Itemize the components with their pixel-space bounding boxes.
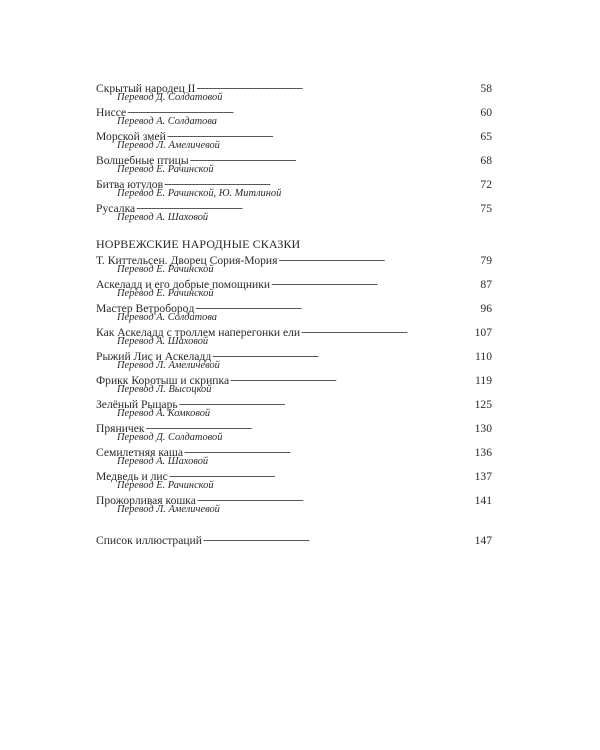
toc-entry-translator: Перевод Е. Рачинской <box>117 288 214 299</box>
dot-leader <box>136 199 479 212</box>
toc-entry[interactable] <box>96 467 492 491</box>
toc-entry-title: Прожорливая кошка <box>96 494 196 507</box>
toc-entry-line <box>96 531 492 547</box>
toc-entry-line <box>96 395 492 411</box>
toc-entry-title: Как Аскеладд с троллем наперегонки ели <box>96 326 301 339</box>
dot-leader <box>179 395 474 408</box>
toc-entry-title: Пряничек <box>96 422 145 435</box>
toc-entry[interactable] <box>96 419 492 443</box>
toc-entry-title: Аскеладд и его добрые помощники <box>96 278 271 291</box>
toc-entry-translator: Перевод Л. Высоцкой <box>117 384 212 395</box>
toc-entry-page: 68 <box>480 154 492 167</box>
toc-entry-title: Зелёный Рыцарь <box>96 398 178 411</box>
dot-leader <box>212 347 474 360</box>
toc-entry-title: Мастер Ветроборoд <box>96 302 195 315</box>
toc-entry-line <box>96 419 492 435</box>
toc-entry[interactable] <box>96 127 492 151</box>
dot-leader <box>196 79 479 92</box>
toc-entry-translator: Перевод А. Солдатова <box>117 312 218 323</box>
toc-entry-line <box>96 491 492 507</box>
toc-entry-translator: Перевод Е. Рачинской, Ю. Митлиной <box>117 188 282 199</box>
toc-entry-page: 107 <box>474 326 492 339</box>
toc-entry[interactable] <box>96 103 492 127</box>
dot-leader <box>164 175 479 188</box>
toc-entry[interactable] <box>96 395 492 419</box>
spacer <box>96 515 492 531</box>
dot-leader <box>146 419 474 432</box>
toc-entry-page: 119 <box>475 374 492 387</box>
toc-entry-page: 110 <box>475 350 492 363</box>
toc-entry-page: 136 <box>474 446 492 459</box>
toc-entry-translator: Перевод А. Шаховой <box>117 212 209 223</box>
toc-entry-page: 147 <box>474 534 492 547</box>
toc-entry[interactable] <box>96 491 492 515</box>
toc-entry-title: Ниссе <box>96 106 127 119</box>
toc-entry-title: Семилетняя каша <box>96 446 184 459</box>
toc-entry-title: Морской змей <box>96 130 166 143</box>
toc-entry-line <box>96 103 492 119</box>
toc-entry[interactable] <box>96 275 492 299</box>
toc-entry-page: 79 <box>480 254 492 267</box>
toc-entry-translator: Перевод Л. Амеличевой <box>117 140 220 151</box>
toc-entry-translator: Перевод Д. Солдатовой <box>117 92 223 103</box>
toc-entry[interactable] <box>96 151 492 175</box>
table-of-contents <box>96 79 492 547</box>
toc-entry-page: 87 <box>480 278 492 291</box>
toc-entry-title: Битва ютулов <box>96 178 164 191</box>
toc-entry-page: 141 <box>474 494 492 507</box>
dot-leader <box>301 323 474 336</box>
toc-entry-page: 75 <box>480 202 492 215</box>
toc-entry-title: Волшебные птицы <box>96 154 189 167</box>
dot-leader <box>278 251 479 264</box>
toc-entry-translator: Перевод Л. Амеличевой <box>117 504 220 515</box>
toc-entry-page: 125 <box>474 398 492 411</box>
toc-entry-title: Русалка <box>96 202 136 215</box>
dot-leader <box>184 443 474 456</box>
toc-entry-line <box>96 443 492 459</box>
toc-entry[interactable] <box>96 175 492 199</box>
dot-leader <box>203 531 474 544</box>
dot-leader <box>190 151 480 164</box>
toc-entry-translator: Перевод А. Комковой <box>117 408 211 419</box>
toc-entry-line <box>96 79 492 95</box>
dot-leader <box>230 371 474 384</box>
toc-entry-translator: Перевод А. Шаховой <box>117 456 209 467</box>
toc-entry-translator: Перевод Д. Солдатовой <box>117 432 223 443</box>
toc-entry-title: Медведь и лис <box>96 470 168 483</box>
toc-entry-page: 96 <box>480 302 492 315</box>
toc-entry-line <box>96 275 492 291</box>
toc-entry-page: 137 <box>474 470 492 483</box>
toc-entry-line <box>96 299 492 315</box>
toc-entry[interactable] <box>96 251 492 275</box>
toc-entry[interactable] <box>96 199 492 223</box>
toc-entry-title: Рыжий Лис и Аскеладд <box>96 350 212 363</box>
toc-entry-title: Т. Киттельсен. Дворец Сория-Мория <box>96 254 278 267</box>
toc-entry-title: Фрикк Коротыш и скрипка <box>96 374 230 387</box>
toc-entry-line <box>96 467 492 483</box>
dot-leader <box>127 103 479 116</box>
toc-entry-line <box>96 371 492 387</box>
toc-entry[interactable] <box>96 371 492 395</box>
toc-entry-line <box>96 127 492 143</box>
dot-leader <box>197 491 474 504</box>
toc-entry-page: 72 <box>480 178 492 191</box>
dot-leader <box>169 467 474 480</box>
toc-entry[interactable] <box>96 443 492 467</box>
toc-entry-translator: Перевод Е. Рачинской <box>117 164 214 175</box>
toc-entry-illustrations[interactable] <box>96 531 492 547</box>
toc-entry-page: 58 <box>480 82 492 95</box>
toc-entry-title: Список иллюстраций <box>96 534 202 547</box>
toc-entry-page: 130 <box>474 422 492 435</box>
toc-entry-translator: Перевод Е. Рачинской <box>117 264 214 275</box>
toc-entry-line <box>96 323 492 339</box>
toc-entry[interactable] <box>96 79 492 103</box>
toc-entry-line <box>96 199 492 215</box>
toc-entry-line <box>96 151 492 167</box>
toc-entry-translator: Перевод А. Шаховой <box>117 336 209 347</box>
toc-entry-translator: Перевод Е. Рачинской <box>117 480 214 491</box>
dot-leader <box>271 275 479 288</box>
toc-entry-line <box>96 175 492 191</box>
toc-entry[interactable] <box>96 347 492 371</box>
toc-entry-translator: Перевод Л. Амеличевой <box>117 360 220 371</box>
section-heading: НОРВЕЖСКИЕ НАРОДНЫЕ СКАЗКИ <box>96 237 301 251</box>
toc-entry-page: 60 <box>480 106 492 119</box>
dot-leader <box>195 299 479 312</box>
toc-entry-line <box>96 347 492 363</box>
toc-entry-line <box>96 251 492 267</box>
toc-entry[interactable] <box>96 299 492 323</box>
toc-entry-translator: Перевод А. Солдатова <box>117 116 218 127</box>
toc-entry[interactable] <box>96 323 492 347</box>
dot-leader <box>167 127 480 140</box>
toc-entry-title: Скрытый народец II <box>96 82 196 95</box>
toc-entry-page: 65 <box>480 130 492 143</box>
